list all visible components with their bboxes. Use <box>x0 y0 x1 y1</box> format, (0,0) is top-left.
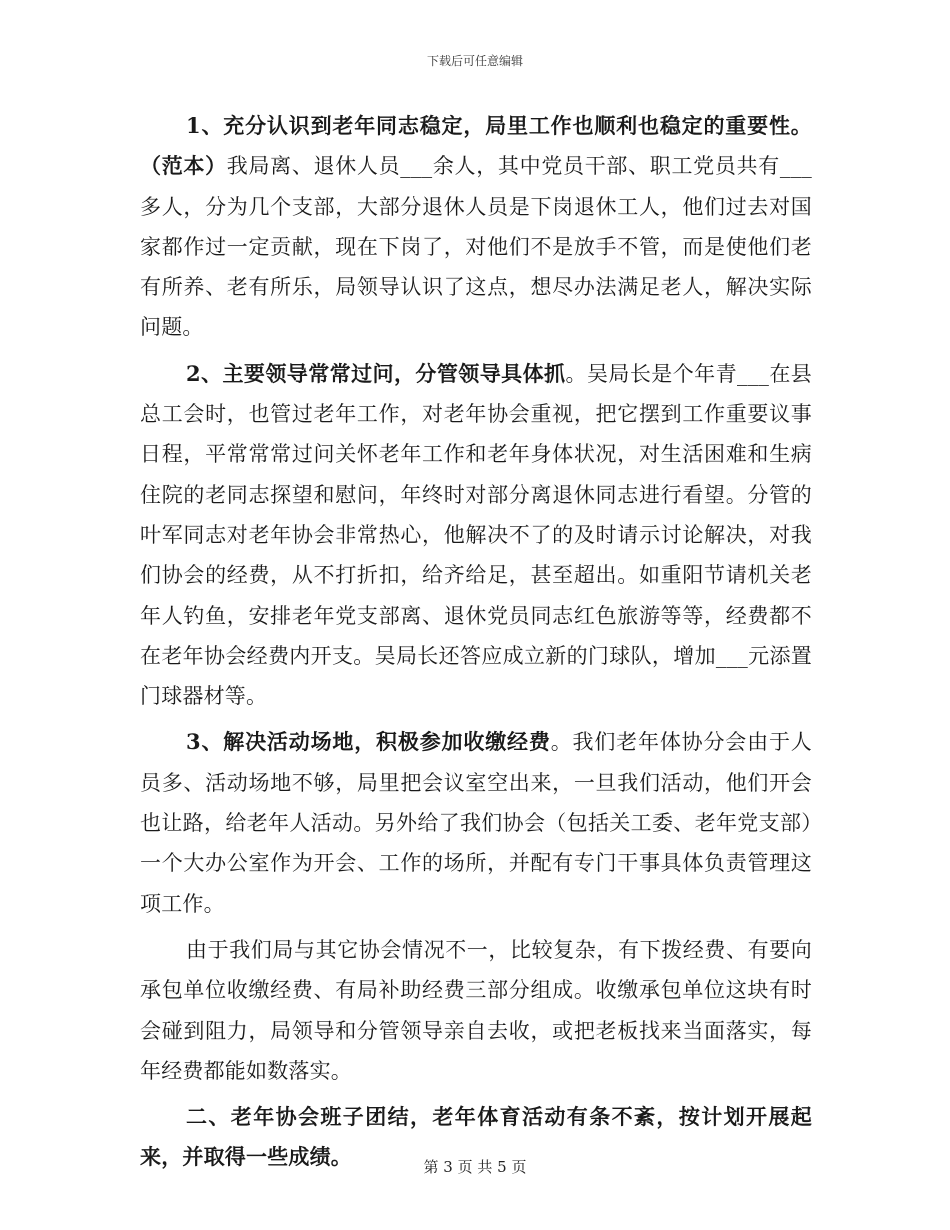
paragraph-1-text: 我局离、退休人员___余人，其中党员干部、职工党员共有___多人，分为几个支部，大部分退休人员是下岗退休工人，他们过去对国家都作过一定贡献，现在下岗了，对他们不是放手不管，而是使他们老有所养、老有所乐，局领导认识了这点，想尽办法满足老人，解决实际问题。 <box>140 154 812 340</box>
paragraph-2 <box>140 354 812 717</box>
paragraph-4-text: 由于我们局与其它协会情况不一，比较复杂，有下拨经费、有要向承包单位收缴经费、有局补助经费三部分组成。收缴承包单位这块有时会碰到阻力，局领导和分管领导亲自去收，或把老板找来当面落实，每年经费都能如数落实。 <box>140 937 812 1083</box>
section-heading-2: 2、主要领导常常过问，分管领导具体抓 <box>186 360 566 386</box>
sample-tag: （范本） <box>140 153 227 179</box>
section-heading-two: 二、老年协会班子团结，老年体育活动有条不紊，按计划开展起来，并取得一些成绩。 <box>140 1104 812 1170</box>
page-header: 下载后可任意编辑 <box>426 54 523 68</box>
document-body <box>140 106 812 1178</box>
paragraph-1 <box>140 106 812 348</box>
paragraph-3 <box>140 722 812 923</box>
paragraph-2-text: 。吴局长是个年青___在县总工会时，也管过老年工作，对老年协会重视，把它摆到工作重要议事日程，平常常常过问关怀老年工作和老年身体状况，对生活困难和生病住院的老同志探望和慰问，年终时对部分离退休同志进行看望。分管的叶军同志对老年协会非常热心，他解决不了的及时请示讨论解决，对我们协会的经费，从不打折扣，给齐给足，甚至超出。如重阳节请机关老年人钓鱼，安排老年党支部离、退休党员同志红色旅游等等，经费都不在老年协会经费内开支。吴局长还答应成立新的门球队，增加___元添置门球器材等。 <box>140 361 812 709</box>
page-number: 第 3 页 共 5 页 <box>423 1158 527 1176</box>
paragraph-4 <box>140 930 812 1091</box>
section-heading-1: 1、充分认识到老年同志稳定，局里工作也顺利也稳定的重要性。 <box>186 113 812 138</box>
section-heading-3: 3、解决活动场地，积极参加收缴经费 <box>186 729 551 755</box>
paragraph-3-text: 。我们老年体协分会由于人员多、活动场地不够，局里把会议室空出来，一旦我们活动，他们开会也让路，给老年人活动。另外给了我们协会（包括关工委、老年党支部）一个大办公室作为开会、工作的场所，并配有专门干事具体负责管理这项工作。 <box>140 730 812 916</box>
